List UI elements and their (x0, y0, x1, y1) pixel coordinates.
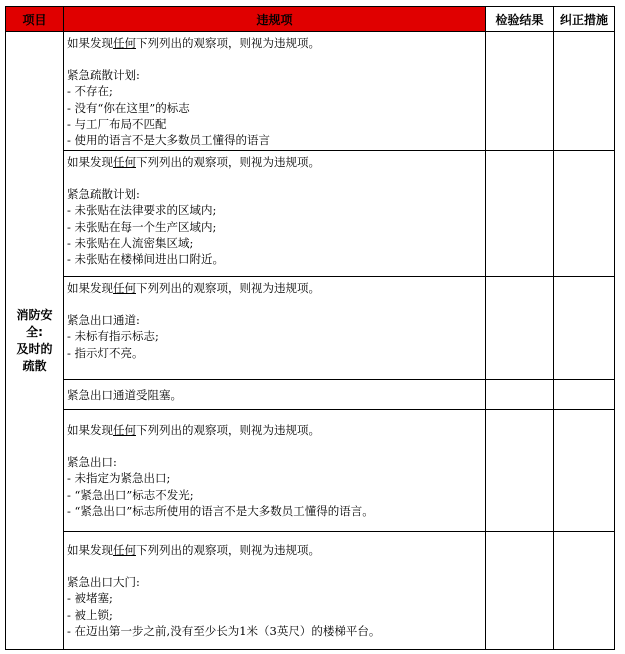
table-row (6, 32, 615, 151)
corrective-input-cell[interactable] (554, 151, 615, 277)
any-emphasis: 任何 (113, 36, 136, 50)
category-line: 疏散 (22, 358, 47, 373)
list-item: - 未指定为紧急出口; (67, 471, 171, 486)
category-cell (6, 32, 64, 650)
any-emphasis: 任何 (113, 423, 136, 437)
intro-line: 如果发现任何下列列出的观察项，则视为违规项。 (67, 36, 320, 50)
result-input-cell[interactable] (486, 32, 554, 151)
section-title: 紧急出口大门: (67, 575, 140, 590)
category-line: 及时的 (16, 341, 53, 356)
inspection-table (5, 6, 615, 650)
section-title: 紧急疏散计划: (67, 68, 140, 83)
result-input-cell[interactable] (486, 410, 554, 532)
corrective-input-cell[interactable] (554, 380, 615, 410)
list-item: - 未张贴在人流密集区域; (67, 235, 194, 250)
list-item: - 被堵塞; (67, 591, 113, 606)
list-item: - 被上锁; (67, 607, 113, 622)
category-line: 消防安 (16, 307, 53, 322)
corrective-input-cell[interactable] (554, 532, 615, 650)
list-item: - 未标有指示标志; (67, 329, 159, 344)
table-row (6, 410, 615, 532)
section-title: 紧急出口通道: (67, 313, 140, 328)
table-row (6, 151, 615, 277)
intro-line: 如果发现任何下列列出的观察项，则视为违规项。 (67, 155, 320, 169)
header-result: 检验结果 (486, 7, 554, 32)
corrective-input-cell[interactable] (554, 277, 615, 380)
category-line: 全: (26, 324, 43, 339)
list-item: - 未张贴在法律要求的区域内; (67, 203, 217, 218)
list-item: - “紧急出口”标志不发光; (67, 487, 194, 502)
list-item: - 未张贴在楼梯间进出口附近。 (67, 252, 225, 267)
list-item: - 没有“你在这里”的标志 (67, 100, 190, 115)
table-row (6, 532, 615, 650)
result-input-cell[interactable] (486, 277, 554, 380)
intro-line: 如果发现任何下列列出的观察项，则视为违规项。 (67, 543, 320, 557)
intro-line: 如果发现任何下列列出的观察项，则视为违规项。 (67, 423, 320, 437)
list-item: - “紧急出口”标志所使用的语言不是大多数员工懂得的语言。 (67, 503, 374, 518)
any-emphasis: 任何 (113, 155, 136, 169)
list-item: - 与工厂布局不匹配 (67, 116, 167, 131)
list-item: - 不存在; (67, 84, 113, 99)
header-item: 项目 (6, 7, 64, 32)
header-violation: 违规项 (64, 7, 486, 32)
violation-cell (64, 410, 486, 532)
table-row (6, 380, 615, 410)
violation-cell (64, 277, 486, 380)
corrective-input-cell[interactable] (554, 410, 615, 532)
violation-cell (64, 151, 486, 277)
header-corrective: 纠正措施 (554, 7, 615, 32)
corrective-input-cell[interactable] (554, 32, 615, 151)
section-title: 紧急出口: (67, 455, 117, 470)
table-row (6, 277, 615, 380)
violation-cell (64, 32, 486, 151)
list-item: - 在迈出第一步之前,没有至少长为1米（3英尺）的楼梯平台。 (67, 623, 381, 638)
result-input-cell[interactable] (486, 380, 554, 410)
section-title: 紧急疏散计划: (67, 187, 140, 202)
list-item: - 未张贴在每一个生产区域内; (67, 219, 217, 234)
any-emphasis: 任何 (113, 281, 136, 295)
violation-cell (64, 532, 486, 650)
intro-line: 如果发现任何下列列出的观察项，则视为违规项。 (67, 281, 320, 295)
violation-cell (64, 380, 486, 410)
single-line: 紧急出口通道受阻塞。 (67, 387, 182, 402)
header-row (6, 7, 615, 32)
any-emphasis: 任何 (113, 543, 136, 557)
result-input-cell[interactable] (486, 151, 554, 277)
list-item: - 指示灯不亮。 (67, 345, 144, 360)
list-item: - 使用的语言不是大多数员工懂得的语言 (67, 133, 271, 148)
result-input-cell[interactable] (486, 532, 554, 650)
